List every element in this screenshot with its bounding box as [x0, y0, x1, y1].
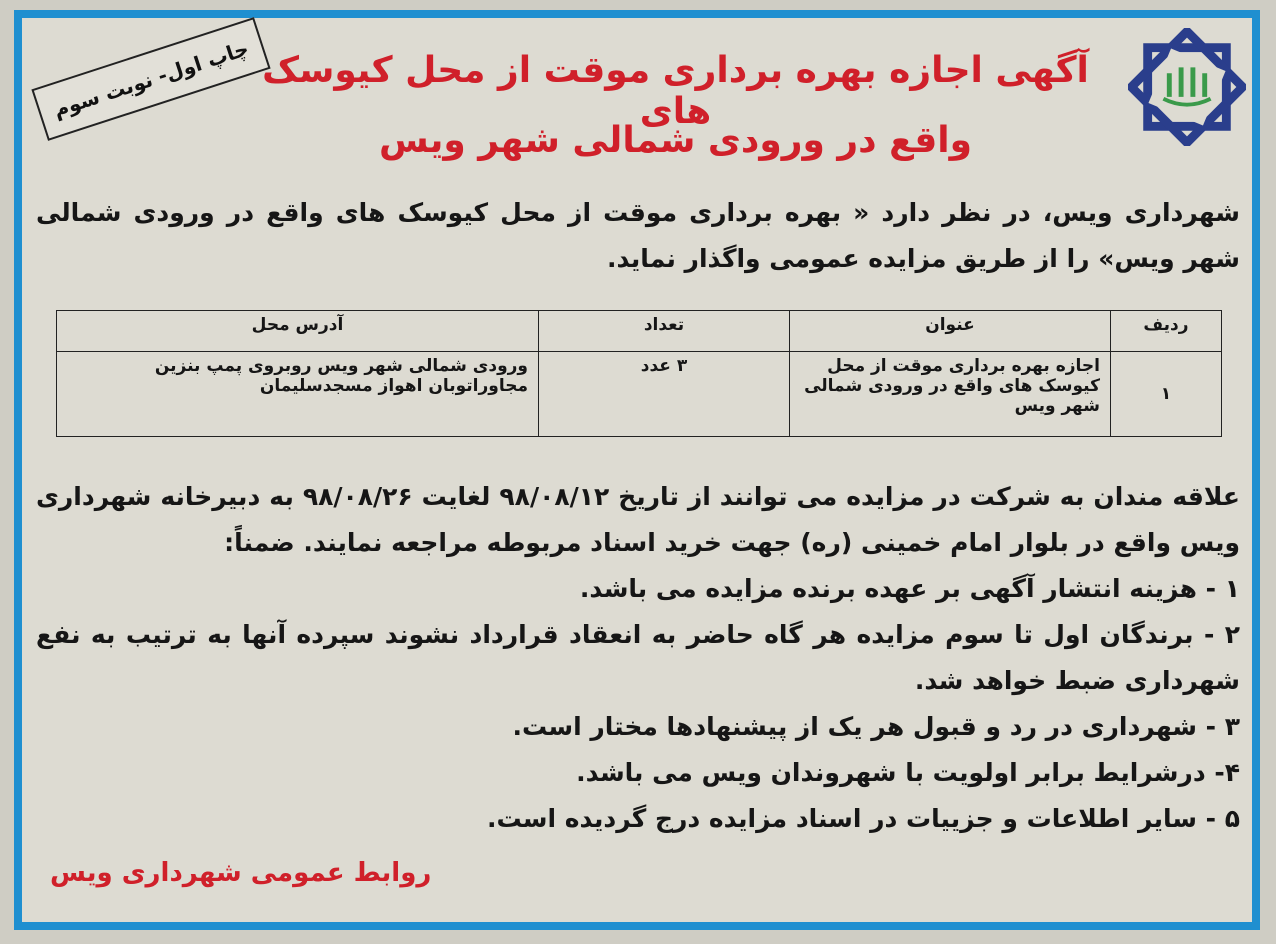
- conditions-section: [36, 474, 1240, 842]
- print-stamp: چاپ اول- نوبت سوم: [31, 17, 270, 141]
- condition-item: ۲ - برندگان اول تا سوم مزایده هر گاه حاضر به انعقاد قرارداد نشوند سپرده آنها به ترتیب به نفع شهرداری ضبط خواهد شد.: [36, 620, 1240, 695]
- footer-signature: روابط عمومی شهرداری ویس: [50, 858, 432, 888]
- header-address: آدرس محل: [57, 311, 539, 352]
- condition-item: ۴- درشرایط برابر اولویت با شهروندان ویس می باشد.: [576, 758, 1240, 787]
- municipality-logo-icon: [1128, 28, 1246, 146]
- cell-count: ۳ عدد: [539, 352, 790, 437]
- table-header-row: [57, 311, 1222, 352]
- conditions-intro: علاقه مندان به شرکت در مزایده می توانند از تاریخ ۹۸/۰۸/۱۲ لغایت ۹۸/۰۸/۲۶ به دبیرخانه شهرداری ویس واقع در بلوار امام خمینی (ره) جهت خرید اسناد مربوطه مراجعه نمایند. ضمناً:: [36, 482, 1240, 557]
- cell-address: ورودی شمالی شهر ویس روبروی پمپ بنزین مجاوراتوبان اهواز مسجدسلیمان: [57, 352, 539, 437]
- condition-item: ۳ - شهرداری در رد و قبول هر یک از پیشنهادها مختار است.: [512, 712, 1240, 741]
- cell-row-number: ۱: [1111, 352, 1222, 437]
- header-title: عنوان: [790, 311, 1111, 352]
- intro-paragraph: شهرداری ویس، در نظر دارد « بهره برداری موقت از محل کیوسک های واقع در ورودی شمالی شهر ویس» را از طریق مزایده عمومی واگذار نماید.: [36, 198, 1240, 273]
- condition-item: ۵ - سایر اطلاعات و جزییات در اسناد مزایده درج گردیده است.: [486, 804, 1240, 833]
- header-row-number: ردیف: [1111, 311, 1222, 352]
- notice-title-line1: آگهی اجازه بهره برداری موقت از محل کیوسک های: [262, 50, 1089, 132]
- items-table: [56, 310, 1222, 437]
- cell-title: اجازه بهره برداری موقت از محل کیوسک های واقع در ورودی شمالی شهر ویس: [790, 352, 1111, 437]
- table-row: [57, 352, 1222, 437]
- notice-title-line2: واقع در ورودی شمالی شهر ویس: [378, 120, 973, 161]
- condition-item: ۱ - هزینه انتشار آگهی بر عهده برنده مزایده می باشد.: [579, 574, 1240, 603]
- header-count: تعداد: [539, 311, 790, 352]
